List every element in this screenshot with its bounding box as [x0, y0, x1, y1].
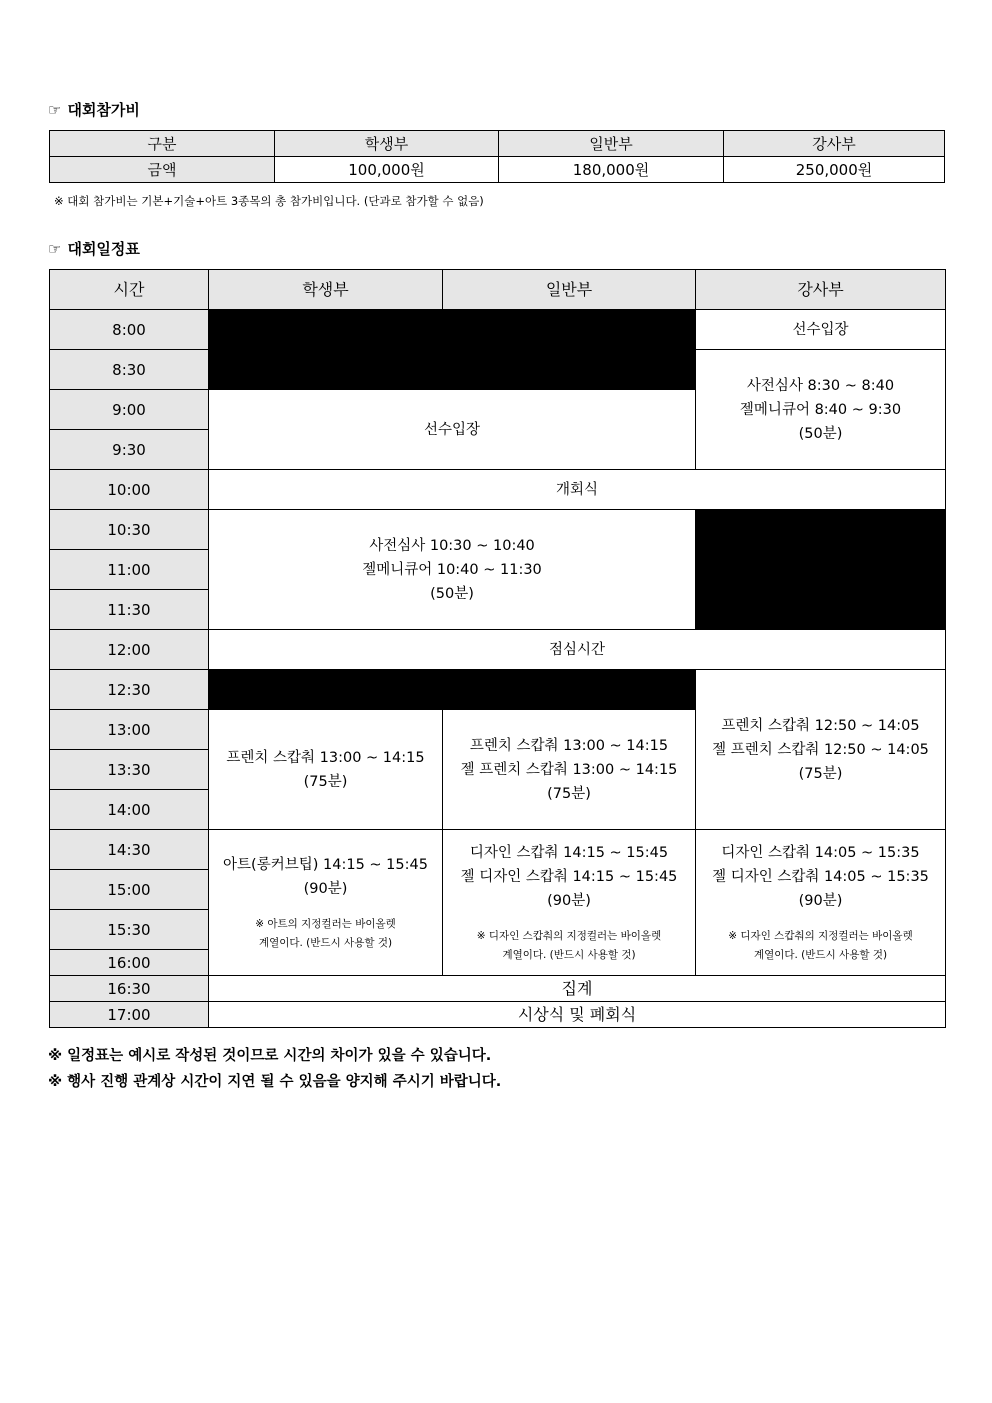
schedule-row	[50, 630, 946, 670]
cell-line: (50분)	[430, 585, 474, 602]
cell-line: 젤 디자인 스캅춰 14:05 ~ 15:35	[712, 868, 929, 885]
schedule-row	[50, 510, 946, 550]
cell-line: 디자인 스캅춰 14:05 ~ 15:35	[721, 844, 920, 861]
time-cell: 10:00	[50, 470, 209, 510]
blocked-cell	[209, 310, 696, 390]
schedule-header-general: 일반부	[443, 270, 696, 310]
pointing-hand-icon: ☞	[48, 240, 62, 258]
cell-note-line: 계열이다. (반드시 사용할 것)	[502, 948, 636, 961]
cell-line: 프렌치 스캅춰 13:00 ~ 14:15	[469, 737, 669, 754]
cell-line: (90분)	[303, 880, 348, 897]
time-cell: 8:30	[50, 350, 209, 390]
cell-line: (90분)	[547, 892, 591, 909]
blocked-cell	[209, 670, 696, 710]
instructor-design-cell	[696, 830, 946, 976]
time-cell: 15:00	[50, 870, 209, 910]
schedule-row	[50, 830, 946, 870]
fee-header-cell: 강사부	[724, 131, 945, 157]
schedule-row	[50, 470, 946, 510]
time-cell: 11:30	[50, 590, 209, 630]
cell-note-line: 계열이다. (반드시 사용할 것)	[753, 948, 888, 961]
cell-note-line: 계열이다. (반드시 사용할 것)	[258, 936, 393, 949]
cell-line: (75분)	[798, 765, 843, 782]
schedule-header-row	[50, 270, 946, 310]
time-cell: 11:00	[50, 550, 209, 590]
schedule-section-title: ☞ 대회일정표	[48, 240, 140, 258]
general-french-cell	[443, 710, 696, 830]
cell-line: 젤 프렌치 스캅춰 13:00 ~ 14:15	[460, 761, 678, 778]
time-cell: 13:30	[50, 750, 209, 790]
schedule-row	[50, 976, 946, 1002]
fee-section-title: ☞ 대회참가비	[48, 101, 140, 119]
schedule-header-time: 시간	[50, 270, 209, 310]
cell-note-line: ※ 디자인 스캅춰의 지정컬러는 바이올렛	[728, 929, 913, 942]
fee-header-row	[50, 131, 945, 157]
opening-ceremony-cell: 개회식	[209, 470, 946, 510]
student-general-precheck-cell	[209, 510, 696, 630]
fee-table	[49, 130, 945, 183]
cell-line: (50분)	[798, 425, 843, 442]
time-cell: 14:00	[50, 790, 209, 830]
schedule-header-instructor: 강사부	[696, 270, 946, 310]
time-cell: 16:30	[50, 976, 209, 1002]
general-design-cell	[443, 830, 696, 976]
schedule-table	[49, 269, 946, 1028]
time-cell: 10:30	[50, 510, 209, 550]
cell-line: (75분)	[303, 773, 348, 790]
schedule-row	[50, 310, 946, 350]
fee-header-cell: 일반부	[499, 131, 724, 157]
fee-note: ※ 대회 참가비는 기본+기술+아트 3종목의 총 참가비입니다. (단과로 참가할 수 없음)	[54, 194, 484, 208]
cell-note-line: ※ 아트의 지정컬러는 바이올렛	[255, 917, 396, 930]
time-cell: 8:00	[50, 310, 209, 350]
time-cell: 13:00	[50, 710, 209, 750]
schedule-header-student: 학생부	[209, 270, 443, 310]
instructor-precheck-cell	[696, 350, 946, 470]
cell-line: 젤메니큐어 10:40 ~ 11:30	[362, 561, 542, 578]
student-french-cell	[209, 710, 443, 830]
instructor-entry-cell: 선수입장	[696, 310, 946, 350]
cell-line: 젤 프렌치 스캅춰 12:50 ~ 14:05	[712, 741, 929, 758]
schedule-row	[50, 1002, 946, 1028]
cell-line: 프렌치 스캅춰 13:00 ~ 14:15	[226, 749, 425, 766]
cell-line: 젤 디자인 스캅춰 14:15 ~ 15:45	[460, 868, 678, 885]
cell-line: 아트(롱커브팁) 14:15 ~ 15:45	[223, 856, 428, 873]
blocked-cell	[696, 510, 946, 630]
cell-line: (75분)	[547, 785, 591, 802]
tally-cell: 집계	[209, 976, 946, 1002]
fee-header-cell: 구분	[50, 131, 275, 157]
cell-line: 젤메니큐어 8:40 ~ 9:30	[739, 401, 902, 418]
cell-line: 프렌치 스캅춰 12:50 ~ 14:05	[721, 717, 920, 734]
cell-line: 사전심사 8:30 ~ 8:40	[746, 377, 895, 394]
time-cell: 12:30	[50, 670, 209, 710]
cell-line: (90분)	[798, 892, 843, 909]
footnote: ※ 일정표는 예시로 작성된 것이므로 시간의 차이가 있을 수 있습니다.	[48, 1048, 492, 1064]
fee-amount-instructor: 250,000원	[724, 157, 945, 183]
time-cell: 9:00	[50, 390, 209, 430]
fee-amount-label: 금액	[50, 157, 275, 183]
footnote: ※ 행사 진행 관계상 시간이 지연 될 수 있음을 양지해 주시기 바랍니다.	[48, 1074, 502, 1090]
time-cell: 15:30	[50, 910, 209, 950]
cell-line: 사전심사 10:30 ~ 10:40	[369, 537, 535, 554]
fee-header-cell: 학생부	[275, 131, 499, 157]
instructor-french-cell	[696, 670, 946, 830]
time-cell: 12:00	[50, 630, 209, 670]
cell-note-line: ※ 디자인 스캅춰의 지정컬러는 바이올렛	[476, 929, 662, 942]
time-cell: 17:00	[50, 1002, 209, 1028]
student-general-entry-cell: 선수입장	[209, 390, 696, 470]
cell-line: 디자인 스캅춰 14:15 ~ 15:45	[469, 844, 669, 861]
time-cell: 16:00	[50, 950, 209, 976]
student-art-cell	[209, 830, 443, 976]
schedule-row	[50, 670, 946, 710]
fee-amount-general: 180,000원	[499, 157, 724, 183]
fee-amount-row	[50, 157, 945, 183]
awards-cell: 시상식 및 폐회식	[209, 1002, 946, 1028]
fee-amount-student: 100,000원	[275, 157, 499, 183]
lunch-cell: 점심시간	[209, 630, 946, 670]
pointing-hand-icon: ☞	[48, 101, 62, 119]
time-cell: 14:30	[50, 830, 209, 870]
time-cell: 9:30	[50, 430, 209, 470]
